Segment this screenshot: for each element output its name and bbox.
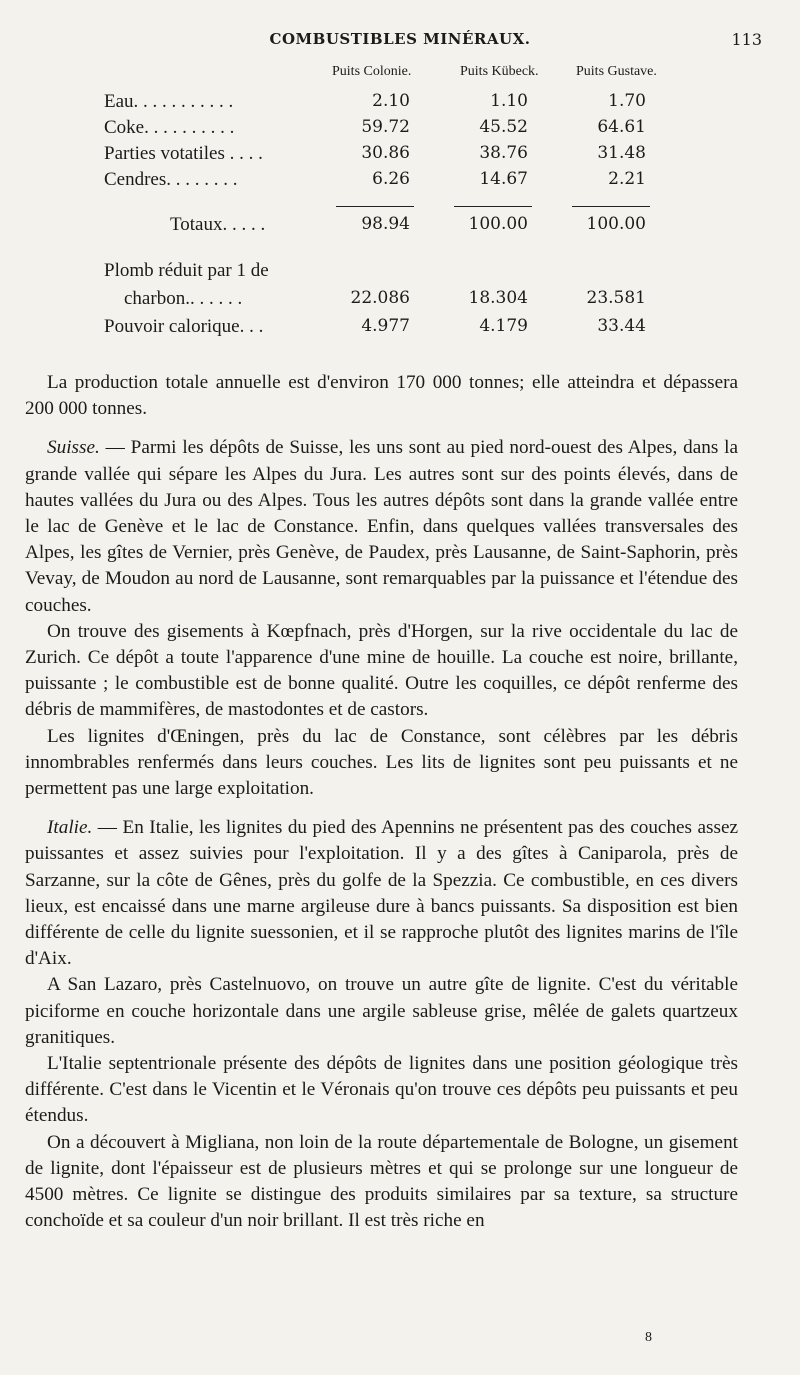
row-label: Pouvoir calorique. . .: [104, 316, 264, 337]
paragraph: A San Lazaro, près Castelnuovo, on trouve un autre gîte de lignite. C'est du véritable piciforme en couche horizontale dans une argile sableuse grise, mêlée de galets quartzeux granitiques.: [25, 974, 738, 1048]
cell: 1.70: [608, 91, 646, 111]
body-text: [25, 370, 738, 1235]
table-row: [100, 260, 700, 286]
row-label: Parties votatiles . . . .: [104, 143, 263, 164]
column-header: Puits Kübeck.: [460, 64, 539, 79]
cell: 14.67: [479, 169, 528, 189]
row-label: Totaux. . . . .: [170, 214, 266, 235]
signature-mark: 8: [645, 1330, 652, 1345]
cell: 6.26: [372, 169, 410, 189]
table-row: [100, 117, 700, 143]
column-header: Puits Gustave.: [576, 64, 657, 79]
table-row: [100, 91, 700, 117]
row-label: Coke. . . . . . . . . .: [104, 117, 235, 138]
cell: 4.179: [479, 316, 528, 336]
column-header: Puits Colonie.: [332, 64, 412, 79]
cell: 100.00: [468, 214, 528, 234]
cell: 33.44: [597, 316, 646, 336]
row-label: charbon.. . . . . .: [124, 288, 243, 309]
sum-rule: [572, 206, 650, 207]
cell: 22.086: [350, 288, 410, 308]
cell: 2.10: [372, 91, 410, 111]
cell: 18.304: [468, 288, 528, 308]
paragraph: On trouve des gisements à Kœpfnach, près d'Horgen, sur la rive occidentale du lac de Zurich. Ce dépôt a toute l'apparence d'une mine de houille. La couche est noire, brillante, puissante ; le combustible est de bonne qualité. Outre les coquilles, ce dépôt renferme des débris de mammifères, de mastodontes et de castors.: [25, 620, 738, 721]
paragraph: Suisse. — Parmi les dépôts de Suisse, les uns sont au pied nord-ouest des Alpes, dans la grande vallée qui sépare les Alpes du Jura. Les autres sont sur des points élevés, dans de hautes vallées du Jura ou des Alpes. Tous les autres dépôts sont dans la grande vallée entre le lac de Genève et le lac de Constance. Enfin, dans quelques vallées transversales des Alpes, les gîtes de Vernier, près Genève, de Paudex, près Lausanne, de Saint-Saphorin, près Vevay, de Moudon au nord de Lausanne, sont remarquables par la puissance et l'étendue des couches.: [25, 437, 738, 616]
page-number: 113: [731, 30, 762, 49]
total-row: [100, 214, 700, 240]
row-label: Plomb réduit par 1 de: [104, 260, 269, 281]
sum-rule: [336, 206, 414, 207]
cell: 23.581: [586, 288, 646, 308]
cell: 2.21: [608, 169, 646, 189]
sum-rule: [454, 206, 532, 207]
row-label: Eau. . . . . . . . . . .: [104, 91, 234, 112]
cell: 1.10: [490, 91, 528, 111]
table-row: [100, 169, 700, 195]
table-row: [100, 288, 700, 314]
table-row: [100, 316, 700, 342]
cell: 38.76: [479, 143, 528, 163]
paragraph: Les lignites d'Œningen, près du lac de Constance, sont célèbres par les débris innombrables renfermés dans leurs couches. Les lits de lignites sont peu puissants et ne permettent pas une large exploitation.: [25, 725, 738, 800]
cell: 45.52: [479, 117, 528, 137]
cell: 59.72: [361, 117, 410, 137]
cell: 30.86: [361, 143, 410, 163]
table-row: [100, 143, 700, 169]
cell: 4.977: [361, 316, 410, 336]
paragraph: L'Italie septentrionale présente des dépôts de lignites dans une position géologique très différente. C'est dans le Vicentin et le Véronais qu'on trouve ces dépôts peu puissants et peu étendus.: [25, 1053, 738, 1127]
paragraph: On a découvert à Migliana, non loin de la route départementale de Bologne, un gisement de lignite, dont l'épaisseur est de plusieurs mètres et qui se prolonge sur une longueur de 4500 mètres. Ce lignite se distingue des produits similaires par sa texture, sa structure conchoïde et sa couleur d'un noir brillant. Il est très riche en: [25, 1131, 738, 1232]
cell: 100.00: [586, 214, 646, 234]
cell: 64.61: [597, 117, 646, 137]
row-label: Cendres. . . . . . . .: [104, 169, 238, 190]
section-lead: Suisse.: [47, 437, 100, 459]
cell: 98.94: [361, 214, 410, 234]
paragraph: Italie. — En Italie, les lignites du pied des Apennins ne présentent pas des couches assez puissantes et assez suivies pour l'exploitation. Il y a des gîtes à Caniparola, près de Sarzanne, sur la côte de Gênes, près du golfe de la Spezzia. Ce combustible, en ces divers lieux, est encaissé dans une marne argileuse dure à bancs puissants. Sa disposition est bien différente de celle du lignite suessonien, et il se rapproche plutôt des lignites marins de l'île d'Aix.: [25, 817, 738, 970]
page-header: [0, 30, 800, 56]
running-title: COMBUSTIBLES MINÉRAUX.: [269, 30, 531, 48]
section-lead: Italie.: [47, 817, 93, 839]
paragraph: La production totale annuelle est d'environ 170 000 tonnes; elle atteindra et dépassera 200 000 tonnes.: [25, 372, 738, 420]
cell: 31.48: [597, 143, 646, 163]
